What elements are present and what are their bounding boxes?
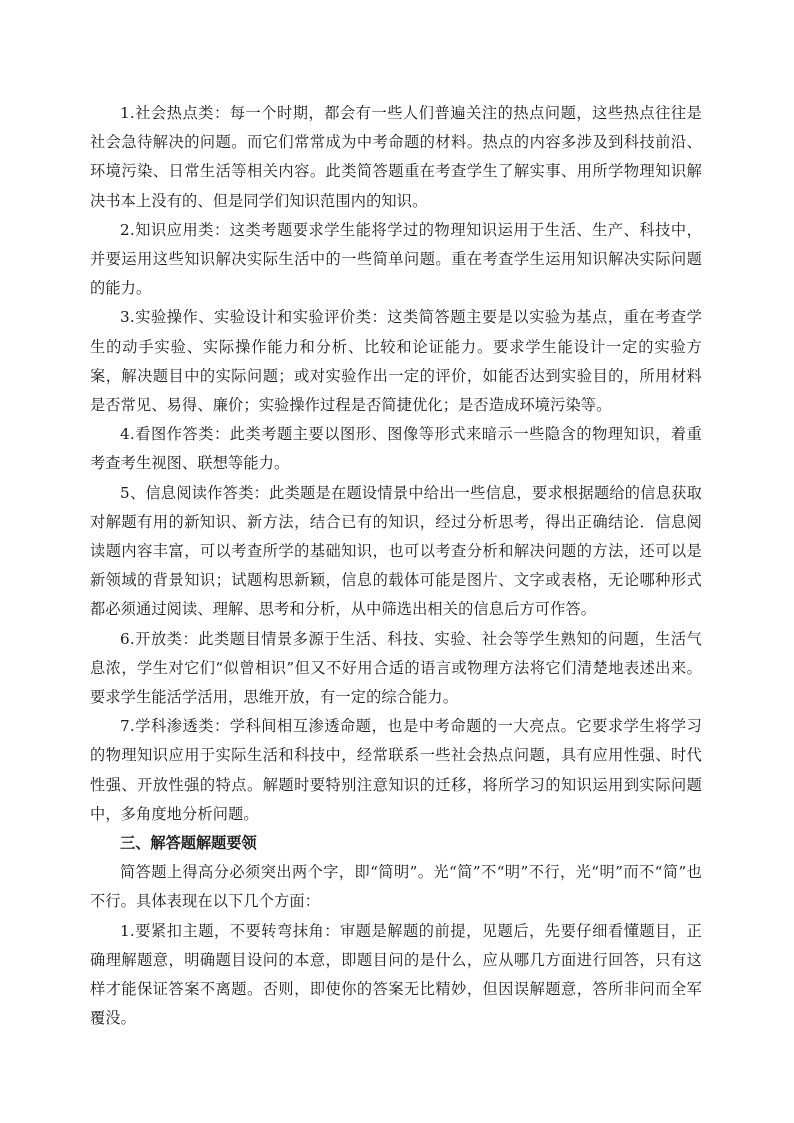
paragraph-information-reading: 5、信息阅读作答类：此类题是在题设情景中给出一些信息，要求根据题给的信息获取对解题有用的新知识、新方法，结合已有的知识，经过分析思考，得出正确结论．信息阅读题内容丰富，可以考查所学的基础知识，也可以考查分析和解决问题的方法，还可以是新领域的背景知识；试题构思新颖，信息的载体可能是图片、文字或表格，无论哪种形式都必须通过阅读、理解、思考和分析，从中筛选出相关的信息后方可作答。 <box>90 483 702 619</box>
section-heading: 三、解答题解题要领 <box>120 834 257 853</box>
paragraph-interdisciplinary: 7.学科渗透类：学科间相互渗透命题，也是中考命题的一大亮点。它要求学生将学习的物理知识应用于实际生活和科技中，经常联系一些社会热点问题，具有应用性强、时代性强、开放性强的特点。解题时要特别注意知识的迁移，将所学习的知识运用到实际问题中，多角度地分析问题。 <box>90 717 702 823</box>
paragraph-figure-answer: 4.看图作答类：此类考题主要以图形、图像等形式来暗示一些隐含的物理知识，着重考查考生视图、联想等能力。 <box>90 425 702 473</box>
paragraph-concise-intro: 简答题上得高分必须突出两个字，即“简明”。光“简”不“明”不行，光“明”而不“简”也不行。具体表现在以下几个方面： <box>90 863 702 911</box>
document-body <box>90 99 702 1034</box>
paragraph-knowledge-application: 2.知识应用类：这类考题要求学生能将学过的物理知识运用于生活、生产、科技中，并要运用这些知识解决实际生活中的一些简单问题。重在考查学生运用知识解决实际问题的能力。 <box>90 220 702 298</box>
paragraph-social-hotspot: 1.社会热点类：每一个时期，都会有一些人们普遍关注的热点问题，这些热点往往是社会急待解决的问题。而它们常常成为中考命题的材料。热点的内容多涉及到科技前沿、环境污染、日常生活等相关内容。此类简答题重在考查学生了解实事、用所学物理知识解决书本上没有的、但是同学们知识范围内的知识。 <box>90 104 702 210</box>
paragraph-open-ended: 6.开放类：此类题目情景多源于生活、科技、实验、社会等学生熟知的问题，生活气息浓，学生对它们“似曾相识”但又不好用合适的语言或物理方法将它们清楚地表述出来。要求学生能活学活用，思维开放，有一定的综合能力。 <box>90 629 702 707</box>
paragraph-stick-to-topic: 1.要紧扣主题，不要转弯抹角：审题是解题的前提，见题后，先要仔细看懂题目，正确理解题意，明确题目设问的本意，即题目问的是什么，应从哪几方面进行回答，只有这样才能保证答案不离题。否则，即使你的答案无比精妙，但因误解题意，答所非问而全军覆没。 <box>90 921 702 1028</box>
paragraph-experiment: 3.实验操作、实验设计和实验评价类：这类简答题主要是以实验为基点，重在考查学生的动手实验、实际操作能力和分析、比较和论证能力。要求学生能设计一定的实验方案，解决题目中的实际问题；或对实验作出一定的评价，如能否达到实验目的，所用材料是否常见、易得、廉价；实验操作过程是否简捷优化；是否造成环境污染等。 <box>90 308 702 415</box>
